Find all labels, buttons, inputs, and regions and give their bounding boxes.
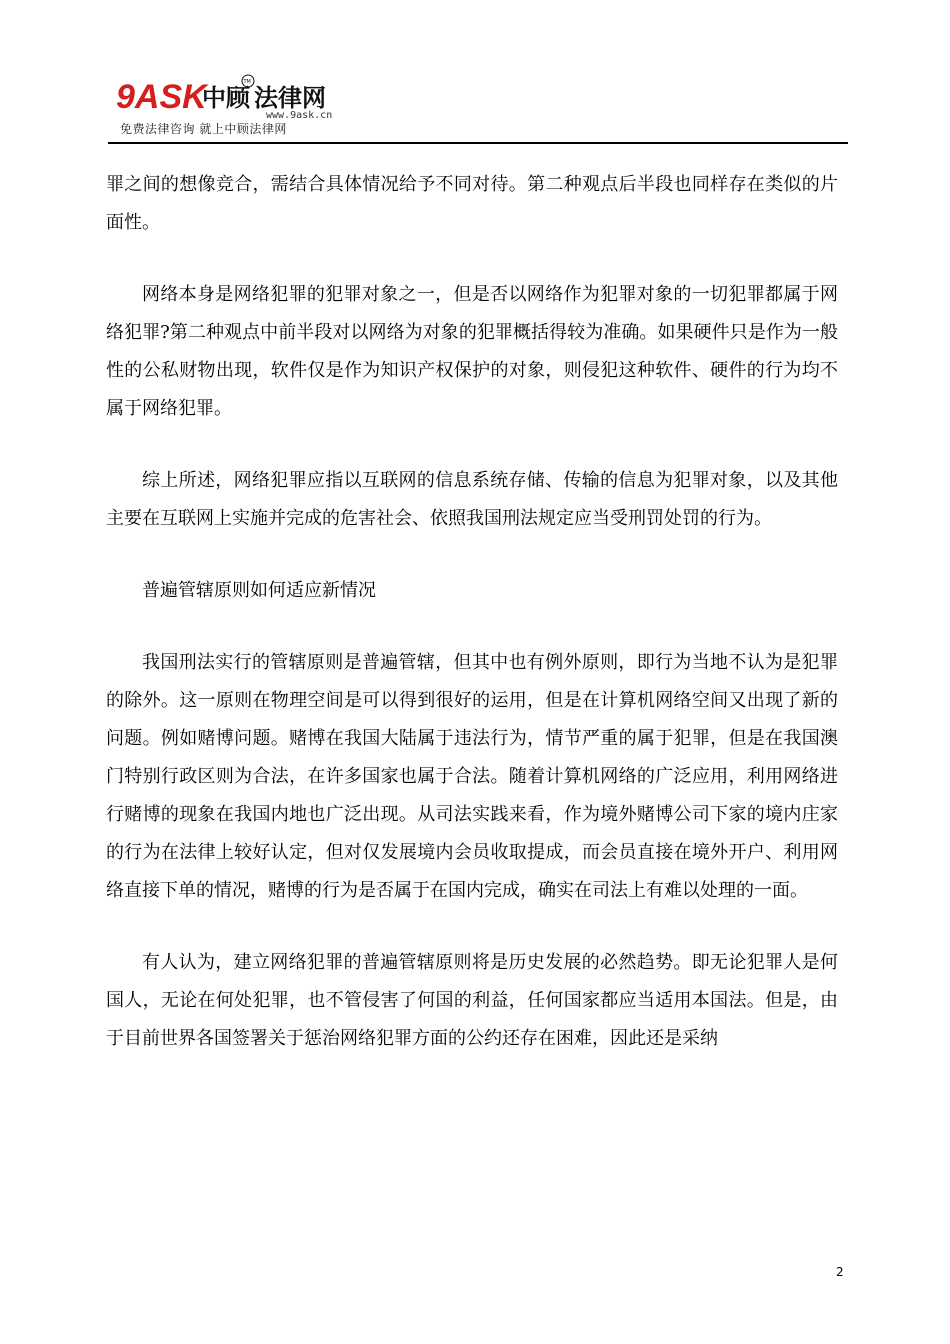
section-heading: 普遍管辖原则如何适应新情况 [142, 580, 376, 601]
paragraph-5: 有人认为，建立网络犯罪的普遍管辖原则将是历史发展的必然趋势。即无论犯罪人是何国人，无论在何处犯罪，也不管侵害了何国的利益，任何国家都应当适用本国法。但是，由于目前世界各国签署关于惩治网络犯罪方面的公约还存在困难，因此还是采纳 [106, 952, 838, 1049]
site-tagline: 免费法律咨询 就上中顾法律网 [120, 122, 287, 136]
site-logo[interactable] [116, 72, 336, 120]
page-header [108, 72, 848, 142]
logo-latin-text: 9ASK [116, 78, 207, 116]
paragraph-4: 我国刑法实行的管辖原则是普遍管辖，但其中也有例外原则，即行为当地不认为是犯罪的除外。这一原则在物理空间是可以得到很好的运用，但是在计算机网络空间又出现了新的问题。例如赌博问题。赌博在我国大陆属于违法行为，情节严重的属于犯罪，但是在我国澳门特别行政区则为合法，在许多国家也属于合法。随着计算机网络的广泛应用，利用网络进行赌博的现象在我国内地也广泛出现。从司法实践来看，作为境外赌博公司下家的境内庄家的行为在法律上较好认定，但对仅发展境内会员收取提成，而会员直接在境外开户、利用网络直接下单的情况，赌博的行为是否属于在国内完成，确实在司法上有难以处理的一面。 [106, 652, 838, 901]
page-number: 2 [836, 1265, 844, 1279]
paragraph-gap [106, 538, 838, 572]
logo-cn-text-1: 中顾 [202, 84, 250, 112]
trademark-mark: TM [243, 79, 251, 85]
paragraph-gap [106, 610, 838, 644]
document-body [106, 166, 838, 1058]
paragraph-3: 综上所述，网络犯罪应指以互联网的信息系统存储、传输的信息为犯罪对象，以及其他主要在互联网上实施并完成的危害社会、依照我国刑法规定应当受刑罚处罚的行为。 [106, 470, 838, 529]
paragraph-2: 网络本身是网络犯罪的犯罪对象之一，但是否以网络作为犯罪对象的一切犯罪都属于网络犯罪?第二种观点中前半段对以网络为对象的犯罪概括得较为准确。如果硬件只是作为一般性的公私财物出现，软件仅是作为知识产权保护的对象，则侵犯这种软件、硬件的行为均不属于网络犯罪。 [106, 284, 838, 419]
paragraph-gap [106, 910, 838, 944]
paragraph-gap [106, 242, 838, 276]
logo-graphic [116, 72, 336, 120]
logo-url-text: www.9ask.cn [266, 110, 333, 120]
paragraph-gap [106, 428, 838, 462]
logo-cn-text-2: 法律网 [254, 84, 326, 112]
paragraph-1: 罪之间的想像竞合，需结合具体情况给予不同对待。第二种观点后半段也同样存在类似的片面性。 [106, 174, 838, 233]
header-divider [108, 142, 848, 144]
